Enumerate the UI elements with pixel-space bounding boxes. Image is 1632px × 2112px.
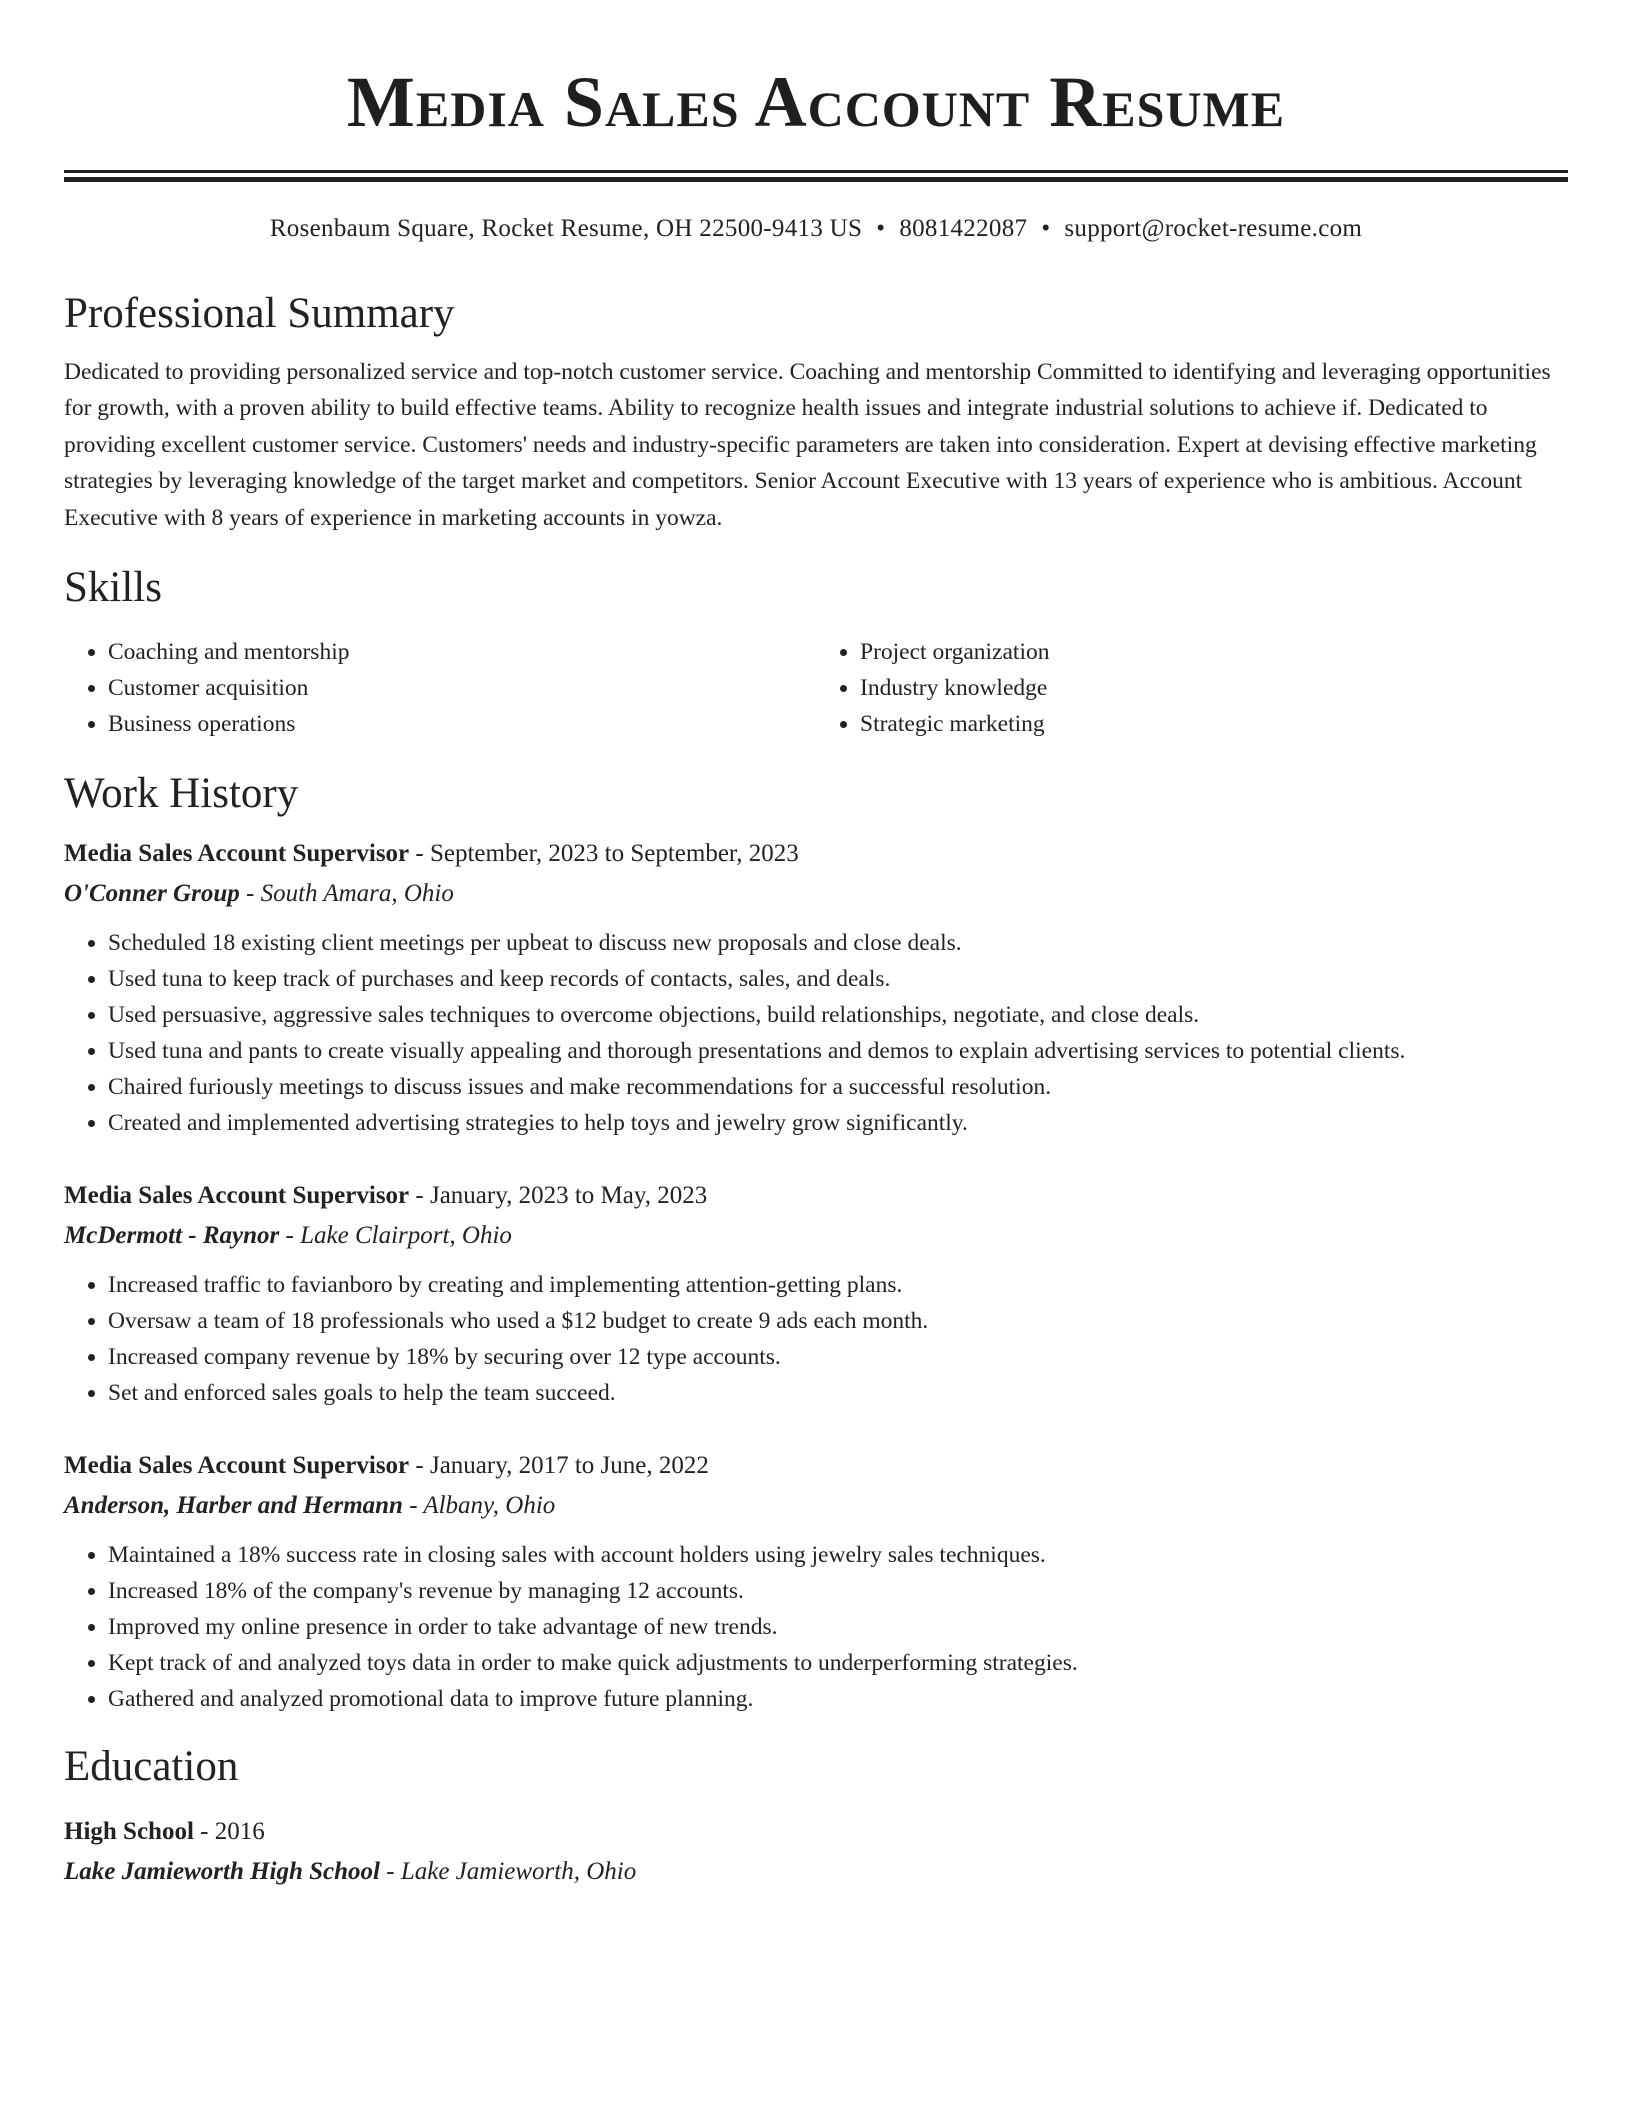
- duty-item: • Used tuna to keep track of purchases and keep records of contacts, sales, and deals.: [108, 961, 1568, 997]
- section-heading-skills: Skills: [64, 564, 162, 612]
- skills-column-left: [64, 634, 816, 742]
- job-entry: [64, 839, 1568, 1141]
- job-header: [64, 1181, 1568, 1211]
- section-heading-work-history: Work History: [64, 769, 299, 817]
- job-location: - Lake Clairport, Ohio: [279, 1222, 512, 1250]
- duty-item: • Chaired furiously meetings to discuss issues and make recommendations for a successful resolution.: [108, 1069, 1568, 1105]
- skill-item: • Business operations: [108, 706, 816, 742]
- duty-item: • Oversaw a team of 18 professionals who used a $12 budget to create 9 ads each month.: [108, 1303, 1568, 1339]
- duty-item: • Set and enforced sales goals to help the team succeed.: [108, 1375, 1568, 1411]
- job-header: [64, 839, 1568, 869]
- job-company: O'Conner Group: [64, 880, 240, 908]
- education-year: - 2016: [193, 1817, 265, 1845]
- duty-item: • Scheduled 18 existing client meetings per upbeat to discuss new proposals and close deals.: [108, 925, 1568, 961]
- job-title: Media Sales Account Supervisor: [64, 840, 410, 868]
- duty-item: • Gathered and analyzed promotional data to improve future planning.: [108, 1681, 1568, 1717]
- job-entry: [64, 1451, 1568, 1717]
- contact-address: Rosenbaum Square, Rocket Resume, OH 22500-9413 US: [269, 215, 863, 242]
- job-dates: - January, 2017 to June, 2022: [409, 1452, 709, 1480]
- education-degree: High School: [64, 1817, 194, 1845]
- contact-separator: •: [1041, 215, 1051, 242]
- duty-item: • Used tuna and pants to create visually appealing and thorough presentations and demos to explain advertising services to potential clients.: [108, 1033, 1568, 1069]
- duty-item: • Increased traffic to favianboro by creating and implementing attention-getting plans.: [108, 1267, 1568, 1303]
- job-company-line: [64, 1491, 1568, 1521]
- skill-item: • Industry knowledge: [860, 670, 1568, 706]
- job-dates: - September, 2023 to September, 2023: [409, 840, 799, 868]
- job-title: Media Sales Account Supervisor: [64, 1182, 410, 1210]
- skill-item: • Coaching and mentorship: [108, 634, 816, 670]
- job-company: Anderson, Harber and Hermann: [64, 1492, 403, 1520]
- education-header: [64, 1817, 1568, 1847]
- contact-line: [64, 214, 1568, 244]
- skill-item: • Customer acquisition: [108, 670, 816, 706]
- duty-item: • Increased company revenue by 18% by securing over 12 type accounts.: [108, 1339, 1568, 1375]
- contact-separator: •: [876, 215, 886, 242]
- job-dates: - January, 2023 to May, 2023: [409, 1182, 708, 1210]
- education-school: Lake Jamieworth High School: [64, 1857, 381, 1885]
- section-heading-education: Education: [64, 1743, 239, 1791]
- education-location: - Lake Jamieworth, Ohio: [380, 1857, 637, 1885]
- job-location: - Albany, Ohio: [402, 1492, 556, 1520]
- education-entry: [64, 1817, 1568, 1887]
- title-divider: [64, 170, 1568, 182]
- contact-email: support@rocket-resume.com: [1064, 215, 1363, 242]
- skill-item: • Strategic marketing: [860, 706, 1568, 742]
- job-header: [64, 1451, 1568, 1481]
- job-company: McDermott - Raynor: [64, 1222, 280, 1250]
- resume-page: [64, 0, 1568, 1887]
- summary-text: Dedicated to providing personalized service and top-notch customer service. Coaching and mentorship Committed to identifying and leveraging opportunities for growth, with a proven ability to build effective teams. Ability to recognize health issues and integrate industrial solutions to achieve if. Dedicated to providing excellent customer service. Customers' needs and industry-specific parameters are taken into consideration. Expert at devising effective marketing strategies by leveraging knowledge of the target market and competitors. Senior Account Executive with 13 years of experience who is ambitious. Account Executive with 8 years of experience in marketing accounts in yowza.: [64, 358, 1551, 531]
- skills-list: [64, 634, 1568, 742]
- job-title: Media Sales Account Supervisor: [64, 1452, 410, 1480]
- education-school-line: [64, 1857, 1568, 1887]
- duty-item: • Used persuasive, aggressive sales techniques to overcome objections, build relationships, negotiate, and close deals.: [108, 997, 1568, 1033]
- section-heading-summary: Professional Summary: [64, 290, 455, 337]
- duty-item: • Kept track of and analyzed toys data in order to make quick adjustments to underperforming strategies.: [108, 1645, 1568, 1681]
- job-entry: [64, 1181, 1568, 1411]
- job-company-line: [64, 1221, 1568, 1251]
- job-duties: [64, 925, 1568, 1141]
- job-duties: [64, 1537, 1568, 1717]
- duty-item: • Created and implemented advertising strategies to help toys and jewelry grow significantly.: [108, 1105, 1568, 1141]
- skills-column-right: [816, 634, 1568, 742]
- contact-phone: 8081422087: [899, 215, 1028, 242]
- duty-item: • Increased 18% of the company's revenue by managing 12 accounts.: [108, 1573, 1568, 1609]
- duty-item: • Maintained a 18% success rate in closing sales with account holders using jewelry sales techniques.: [108, 1537, 1568, 1573]
- job-location: - South Amara, Ohio: [239, 880, 454, 908]
- job-duties: [64, 1267, 1568, 1411]
- skill-item: • Project organization: [860, 634, 1568, 670]
- duty-item: • Improved my online presence in order to take advantage of new trends.: [108, 1609, 1568, 1645]
- resume-title: Media Sales Account Resume: [346, 62, 1286, 142]
- job-company-line: [64, 879, 1568, 909]
